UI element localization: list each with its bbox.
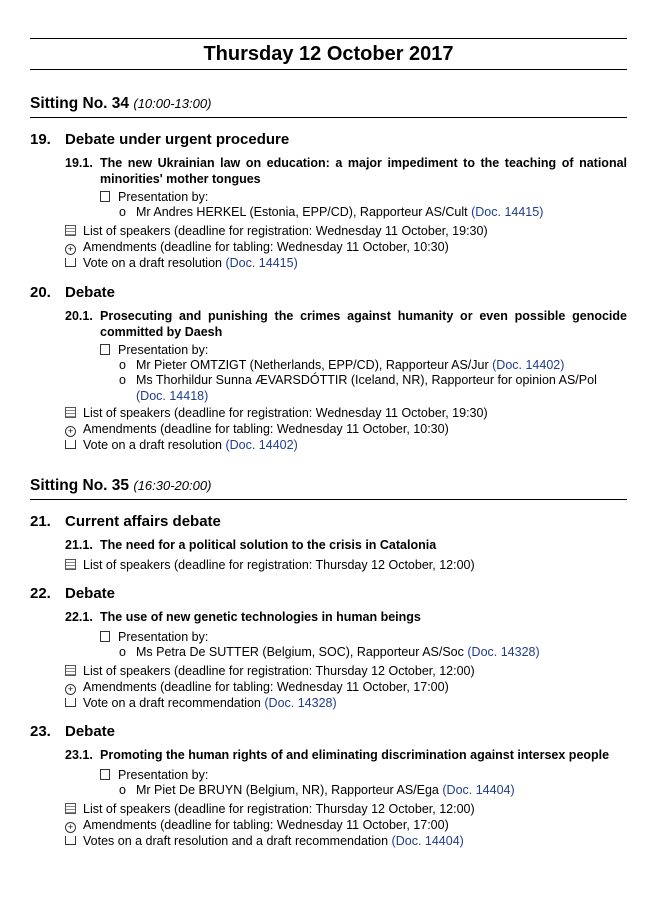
vote-line: Vote on a draft recommendation (Doc. 14328): [65, 695, 337, 711]
amendments-line: + Amendments (deadline for tabling: Wednesday 11 October, 17:00): [65, 817, 449, 833]
sitting-label: Sitting No. 34: [30, 95, 130, 112]
sitting-label: Sitting No. 35: [30, 477, 130, 494]
presenter-text: Ms Thorhildur Sunna ÆVARSDÓTTIR (Iceland, NR), Rapporteur for opinion AS/Pol: [136, 373, 597, 387]
amendment-icon: +: [65, 244, 76, 255]
doc-link[interactable]: (Doc. 14404): [391, 834, 464, 848]
bullet-o-icon: o: [119, 205, 126, 219]
ballot-box-icon: [65, 698, 76, 707]
speakers-list-line: List of speakers (deadline for registration: Thursday 12 October, 12:00): [65, 663, 475, 679]
amendment-icon: +: [65, 822, 76, 833]
speakers-list-line: List of speakers (deadline for registration: Wednesday 11 October, 19:30): [65, 223, 488, 239]
doc-link[interactable]: (Doc. 14415): [471, 205, 544, 219]
presentation-label: Presentation by:: [100, 189, 208, 205]
amendment-icon: +: [65, 426, 76, 437]
ballot-box-icon: [65, 440, 76, 449]
sub-item: [65, 747, 627, 763]
sub-item-number: 21.1.: [65, 538, 93, 552]
title-rule-bottom: [30, 69, 627, 70]
sub-item: [65, 155, 627, 187]
presenter-text: Mr Andres HERKEL (Estonia, EPP/CD), Rapporteur AS/Cult: [136, 205, 468, 219]
list-icon: [65, 225, 76, 236]
sitting-heading: [30, 95, 211, 113]
presenter: [119, 357, 627, 373]
speakers-list-line: List of speakers (deadline for registration: Thursday 12 October, 12:00): [65, 557, 475, 573]
item-number: 19.: [30, 131, 51, 148]
amendments-line: + Amendments (deadline for tabling: Wednesday 11 October, 17:00): [65, 679, 449, 695]
vote-line: Votes on a draft resolution and a draft recommendation (Doc. 14404): [65, 833, 464, 849]
ballot-box-icon: [65, 836, 76, 845]
amendments-line: + Amendments (deadline for tabling: Wednesday 11 October, 10:30): [65, 421, 449, 437]
presenter-text: Mr Pieter OMTZIGT (Netherlands, EPP/CD), Rapporteur AS/Jur: [136, 358, 489, 372]
sitting-heading: [30, 477, 211, 495]
checkbox-icon: [100, 769, 110, 780]
presentation-label: Presentation by:: [100, 629, 208, 645]
amendments-line: + Amendments (deadline for tabling: Wednesday 11 October, 10:30): [65, 239, 449, 255]
sitting-rule: [30, 117, 627, 118]
sitting-rule: [30, 499, 627, 500]
ballot-box-icon: [65, 258, 76, 267]
sub-item-number: 22.1.: [65, 610, 93, 624]
page-title: Thursday 12 October 2017: [203, 43, 454, 65]
vote-line: Vote on a draft resolution (Doc. 14402): [65, 437, 298, 453]
sub-item-title: The use of new genetic technologies in human beings: [100, 610, 421, 624]
item-number: 22.: [30, 585, 51, 602]
item-title: Debate: [65, 723, 116, 740]
list-icon: [65, 665, 76, 676]
agenda-item: [30, 284, 115, 302]
sitting-time: (10:00-13:00): [133, 96, 212, 111]
sub-item-title: Promoting the human rights of and eliminating discrimination against intersex people: [100, 748, 610, 762]
speakers-list-line: List of speakers (deadline for registration: Wednesday 11 October, 19:30): [65, 405, 488, 421]
sitting-time: (16:30-20:00): [133, 478, 212, 493]
presentation-label: Presentation by:: [100, 767, 208, 783]
agenda-item: [30, 585, 115, 603]
bullet-o-icon: o: [119, 358, 126, 372]
doc-link[interactable]: (Doc. 14404): [442, 783, 515, 797]
list-icon: [65, 803, 76, 814]
checkbox-icon: [100, 631, 110, 642]
doc-link[interactable]: (Doc. 14415): [225, 256, 298, 270]
item-number: 23.: [30, 723, 51, 740]
presenter: [119, 644, 627, 660]
presenter: [119, 782, 627, 798]
presenter-text: Ms Petra De SUTTER (Belgium, SOC), Rapporteur AS/Soc: [136, 645, 464, 659]
item-title: Current affairs debate: [65, 513, 221, 530]
sub-item-title: The new Ukrainian law on education: a major impediment to the teaching of national minorities' mother tongues: [100, 156, 627, 186]
presentation-label: Presentation by:: [100, 342, 208, 358]
item-title: Debate: [65, 284, 116, 301]
doc-link[interactable]: (Doc. 14328): [467, 645, 540, 659]
doc-link[interactable]: (Doc. 14402): [492, 358, 565, 372]
sub-item: [65, 537, 627, 553]
agenda-item: [30, 513, 221, 531]
item-number: 21.: [30, 513, 51, 530]
presenter-text: Mr Piet De BRUYN (Belgium, NR), Rapporteur AS/Ega: [136, 783, 439, 797]
bullet-o-icon: o: [119, 783, 126, 797]
item-number: 20.: [30, 284, 51, 301]
list-icon: [65, 407, 76, 418]
presenter: [119, 204, 627, 220]
doc-link[interactable]: (Doc. 14418): [136, 389, 209, 403]
sub-item-number: 19.1.: [65, 156, 93, 170]
doc-link[interactable]: (Doc. 14402): [225, 438, 298, 452]
item-title: Debate: [65, 585, 116, 602]
sub-item: [65, 308, 627, 340]
sub-item-number: 20.1.: [65, 309, 93, 323]
sub-item: [65, 609, 627, 625]
title-rule-top: [30, 38, 627, 39]
sub-item-title: Prosecuting and punishing the crimes against humanity or even possible genocide committed by Daesh: [100, 309, 627, 339]
speakers-list-line: List of speakers (deadline for registration: Thursday 12 October, 12:00): [65, 801, 475, 817]
checkbox-icon: [100, 344, 110, 355]
vote-line: Vote on a draft resolution (Doc. 14415): [65, 255, 298, 271]
sub-item-number: 23.1.: [65, 748, 93, 762]
agenda-item: [30, 723, 115, 741]
checkbox-icon: [100, 191, 110, 202]
item-title: Debate under urgent procedure: [65, 131, 290, 148]
doc-link[interactable]: (Doc. 14328): [264, 696, 337, 710]
bullet-o-icon: o: [119, 373, 126, 387]
agenda-item: [30, 131, 289, 149]
sub-item-title: The need for a political solution to the crisis in Catalonia: [100, 538, 437, 552]
presenter: [119, 372, 627, 404]
amendment-icon: +: [65, 684, 76, 695]
list-icon: [65, 559, 76, 570]
bullet-o-icon: o: [119, 645, 126, 659]
